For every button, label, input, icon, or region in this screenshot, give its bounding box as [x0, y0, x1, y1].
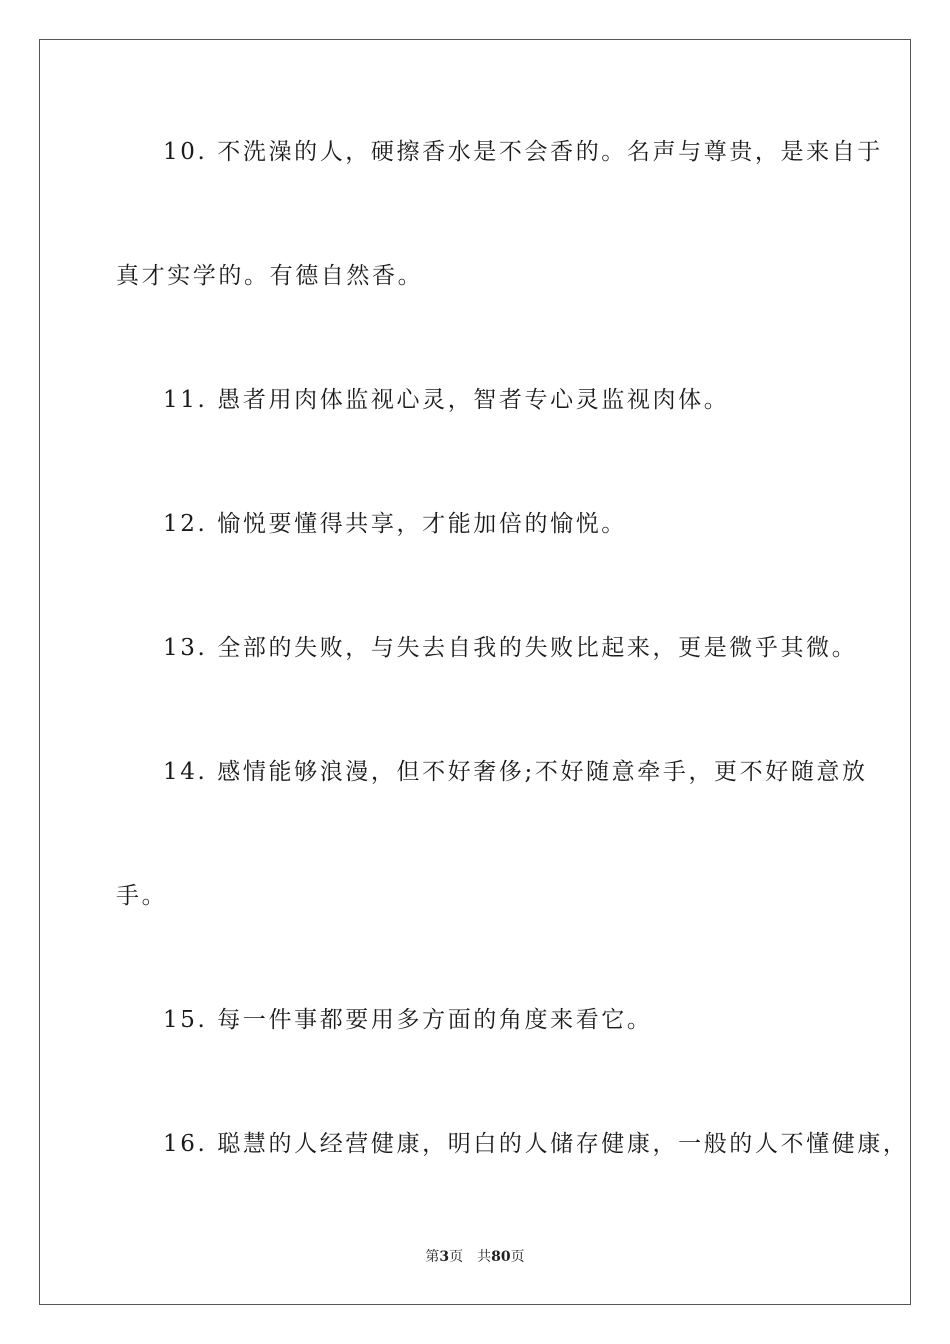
- paragraph-line-13: 13. 全部的失败，与失去自我的失败比起来，更是微乎其微。: [163, 635, 858, 661]
- paragraph-line-10: 10. 不洗澡的人，硬擦香水是不会香的。名声与尊贵，是来自于: [163, 139, 883, 165]
- footer-page-prefix: 第: [425, 1249, 440, 1265]
- paragraph-line-11: 11. 愚者用肉体监视心灵，智者专心灵监视肉体。: [163, 387, 730, 413]
- paragraph-line-16: 16. 聪慧的人经营健康，明白的人储存健康，一般的人不懂健康，: [163, 1131, 909, 1157]
- paragraph-line-14-cont: 手。: [116, 883, 168, 909]
- paragraph-line-12: 12. 愉悦要懂得共享，才能加倍的愉悦。: [163, 511, 627, 537]
- footer-total-suffix: 页: [510, 1249, 525, 1265]
- footer-page-number: 3: [439, 1249, 450, 1265]
- page-frame: [39, 39, 911, 1305]
- paragraph-line-14: 14. 感情能够浪漫，但不好奢侈;不好随意牵手，更不好随意放: [163, 759, 868, 785]
- paragraph-line-15: 15. 每一件事都要用多方面的角度来看它。: [163, 1007, 653, 1033]
- paragraph-line-10-cont: 真才实学的。有德自然香。: [116, 263, 424, 289]
- footer-total-number: 80: [491, 1249, 511, 1265]
- footer-page-suffix: 页: [449, 1249, 464, 1265]
- page-footer: [0, 1248, 950, 1266]
- footer-total-prefix: 共: [477, 1249, 492, 1265]
